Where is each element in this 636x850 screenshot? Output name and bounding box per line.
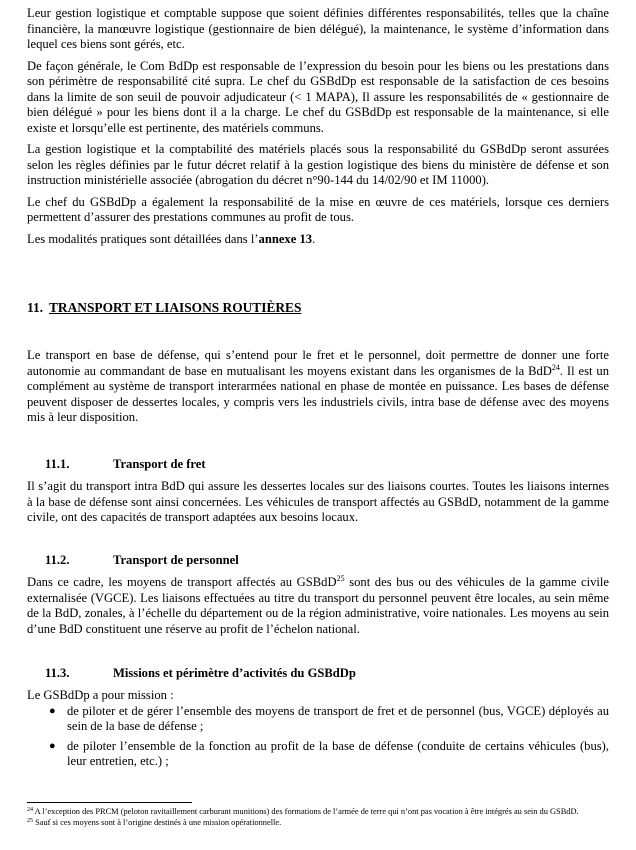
paragraph-modalites: Les modalités pratiques sont détaillées dans l’annexe 13. (27, 231, 316, 246)
intro-block (27, 6, 609, 247)
footnotes (27, 806, 609, 828)
bullet-icon: ● (49, 739, 56, 752)
paragraph-gestion-comptable: La gestion logistique et la comptabilité des matériels placés sous la responsabilité du GSBdDp seront assurées selon les règles définies par le futur décret relatif à la gestion logistique des biens du ministère de défense et son instruction ministérielle associée (abrogation du décret n°90-144 du 14/02/90 et IM 11000). (27, 142, 609, 187)
paragraph-mise-en-oeuvre: Le chef du GSBdDp a également la responsabilité de la mise en œuvre de ces matériels, lorsque ces derniers permettent d’assurer des prestations communes au profit de tous. (27, 194, 609, 224)
subsection-heading-11-3: 11.3. Missions et périmètre d’activités du GSBdDp (45, 666, 356, 680)
paragraph-transport-bdd: Le transport en base de défense, qui s’entend pour le fret et le personnel, doit permettre de donner une forte autonomie au commandant de base en mutualisant les moyens existant dans les organismes de la BdD$^{24}$. Il est un complément au système de transport interarmées national en phase de montée en puissance. Les bases de défense peuvent disposer de dessertes locales, y compris vers les industriels civils, intra base de défense avec des moyens mis à leur disposition. (27, 348, 610, 424)
section-11-intro (27, 348, 609, 426)
subsection-heading-11-2: 11.2. Transport de personnel (45, 553, 239, 567)
paragraph-personnel: Dans ce cadre, les moyens de transport affectés au GSBdD$^{25}$ sont des bus ou des véhicules de la gamme civile externalisée (VGCE). Les liaisons effectuées au titre du transport du personnel peuvent être locales, au sein même de la BdD, zonales, à l’échelle du département ou de la région administrative, voire nationales. Les moyens au sein d’une BdD constituent une réserve au profit de l’échelon national. (27, 574, 610, 636)
footnote-25: $^{25}$ Sauf si ces moyens sont à l’origine destinés à une mission opérationnelle. (27, 818, 282, 827)
subsection-11-3-body (27, 688, 609, 770)
subsection-heading-11-1: 11.1. Transport de fret (45, 457, 206, 471)
paragraph-logistique: Leur gestion logistique et comptable suppose que soient définies différentes responsabilités, telles que la chaîne financière, la manœuvre logistique (gestionnaire de bien délégué), la maintenance, le système d’information dans lequel ces biens sont gérés, etc. (27, 6, 609, 51)
paragraph-fret: Il s’agit du transport intra BdD qui assure les dessertes locales sur des liaisons courtes. Toutes les liaisons internes à la base de défense sont ainsi concernées. Les véhicules de transport affectés au GSBdD, notamment de la gamme civile, ont des capacités de transport adaptées aux besoins locaux. (27, 479, 609, 524)
footnote-ref-24: 24 (551, 362, 560, 372)
bullet-icon: ● (49, 704, 56, 717)
list-item: ● de piloter l’ensemble de la fonction au profit de la base de défense (conduite de certains véhicules (bus), leur entretien, etc.) ; (49, 738, 609, 768)
subsection-11-2-body (27, 575, 609, 637)
footnote-separator (27, 802, 192, 803)
section-heading-11 (27, 300, 301, 316)
footnote-24: $^{24}$ A l’exception des PRCM (peloton ravitaillement carburant munitions) des formations de l’armée de terre qui n’ont pas vocation à être intégrés au sein du GSBdD. (27, 807, 579, 816)
list-item: ● de piloter et de gérer l’ensemble des moyens de transport de fret et de personnel (bus, VGCE) déployés au sein de la base de défense ; (49, 703, 609, 733)
annex-reference: annexe 13 (258, 231, 313, 246)
section-title: TRANSPORT ET LIAISONS ROUTIÈRES (49, 300, 302, 315)
mission-list (27, 704, 609, 770)
subsection-11-1-body (27, 479, 609, 526)
section-number: 11. (27, 300, 43, 315)
paragraph-mission-lead: Le GSBdDp a pour mission : (27, 688, 174, 702)
footnote-ref-25: 25 (336, 574, 345, 583)
paragraph-responsabilites: De façon générale, le Com BdDp est responsable de l’expression du besoin pour les biens ou les prestations dans son périmètre de responsabilité cité supra. Le chef du GSBdDp est responsable de la satisfaction de ces besoins dans la limite de son seuil de pouvoir adjudicateur (< 1 MAPA), Il assure les responsabilités de « gestionnaire de bien délégué » pour les biens dont il a la charge. Le chef du GSBdDp est responsable de la maintenance, si elle existe et lorsqu’elle est pertinente, des matériels communs. (27, 58, 609, 135)
